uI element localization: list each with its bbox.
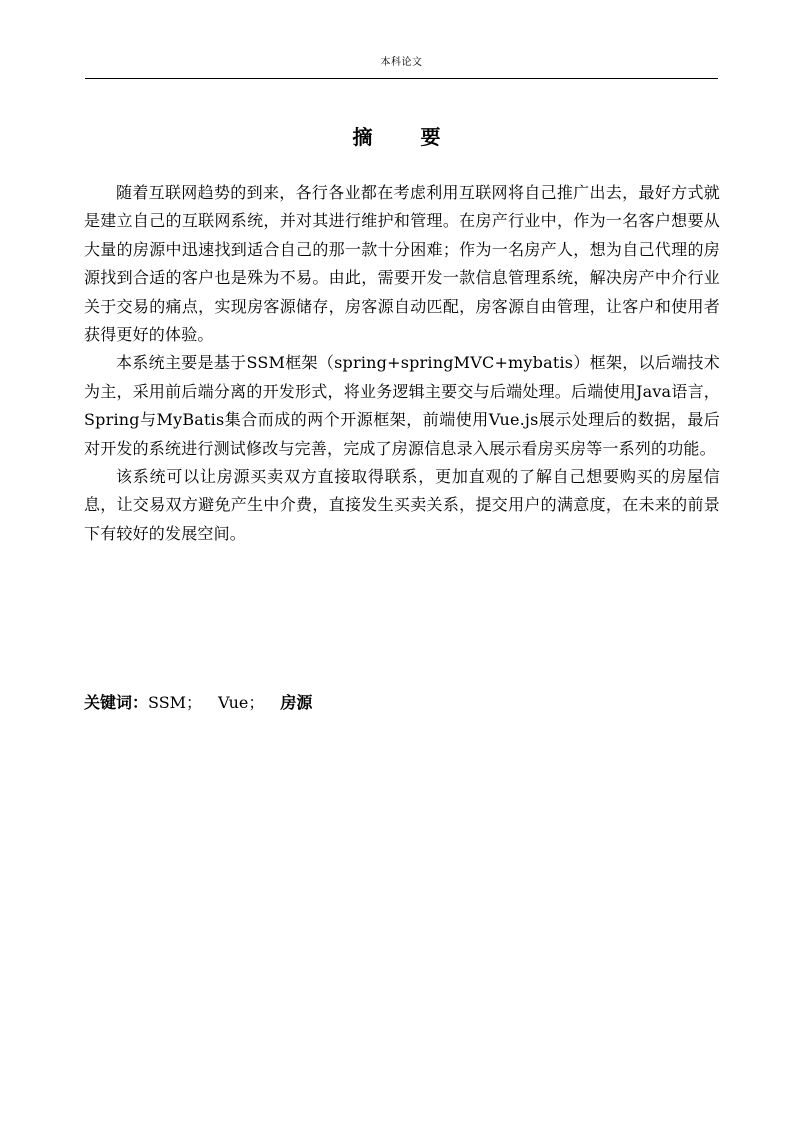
- keyword-vue: Vue；: [218, 693, 265, 712]
- keyword-ssm: SSM；: [148, 693, 203, 712]
- page-header: [85, 52, 718, 79]
- abstract-paragraph-1: 随着互联网趋势的到来，各行各业都在考虑利用互联网将自己推广出去，最好方式就是建立自己的互联网系统，并对其进行维护和管理。在房产行业中，作为一名客户想要从大量的房源中迅速找到适合自己的那一款十分困难；作为一名房产人，想为自己代理的房源找到合适的客户也是殊为不易。由此，需要开发一款信息管理系统，解决房产中介行业关于交易的痛点，实现房客源储存，房客源自动匹配，房客源自由管理，让客户和使用者获得更好的体验。: [84, 183, 720, 345]
- keyword-listing: 房源: [280, 693, 313, 712]
- abstract-title-char-1: 摘: [352, 125, 373, 149]
- abstract-paragraph-2: 本系统主要是基于SSM框架（spring+springMVC+mybatis）框架，以后端技术为主，采用前后端分离的开发形式，将业务逻辑主要交与后端处理。后端使用Java语言，Spring与MyBatis集合而成的两个开源框架，前端使用Vue.js展示处理后的数据，最后对开发的系统进行测试修改与完善，完成了房源信息录入展示看房买房等一系列的功能。: [84, 353, 720, 458]
- abstract-body: [84, 179, 720, 548]
- keywords-label: 关键词：: [84, 693, 149, 712]
- running-title: 本科论文: [380, 57, 423, 68]
- abstract-title: [0, 124, 793, 150]
- abstract-paragraph-3: 该系统可以让房源买卖双方直接取得联系，更加直观的了解自己想要购买的房屋信息，让交易双方避免产生中介费，直接发生买卖关系，提交用户的满意度，在未来的前景下有较好的发展空间。: [84, 467, 720, 543]
- keywords-line: [84, 691, 312, 715]
- abstract-title-char-2: 要: [420, 125, 441, 149]
